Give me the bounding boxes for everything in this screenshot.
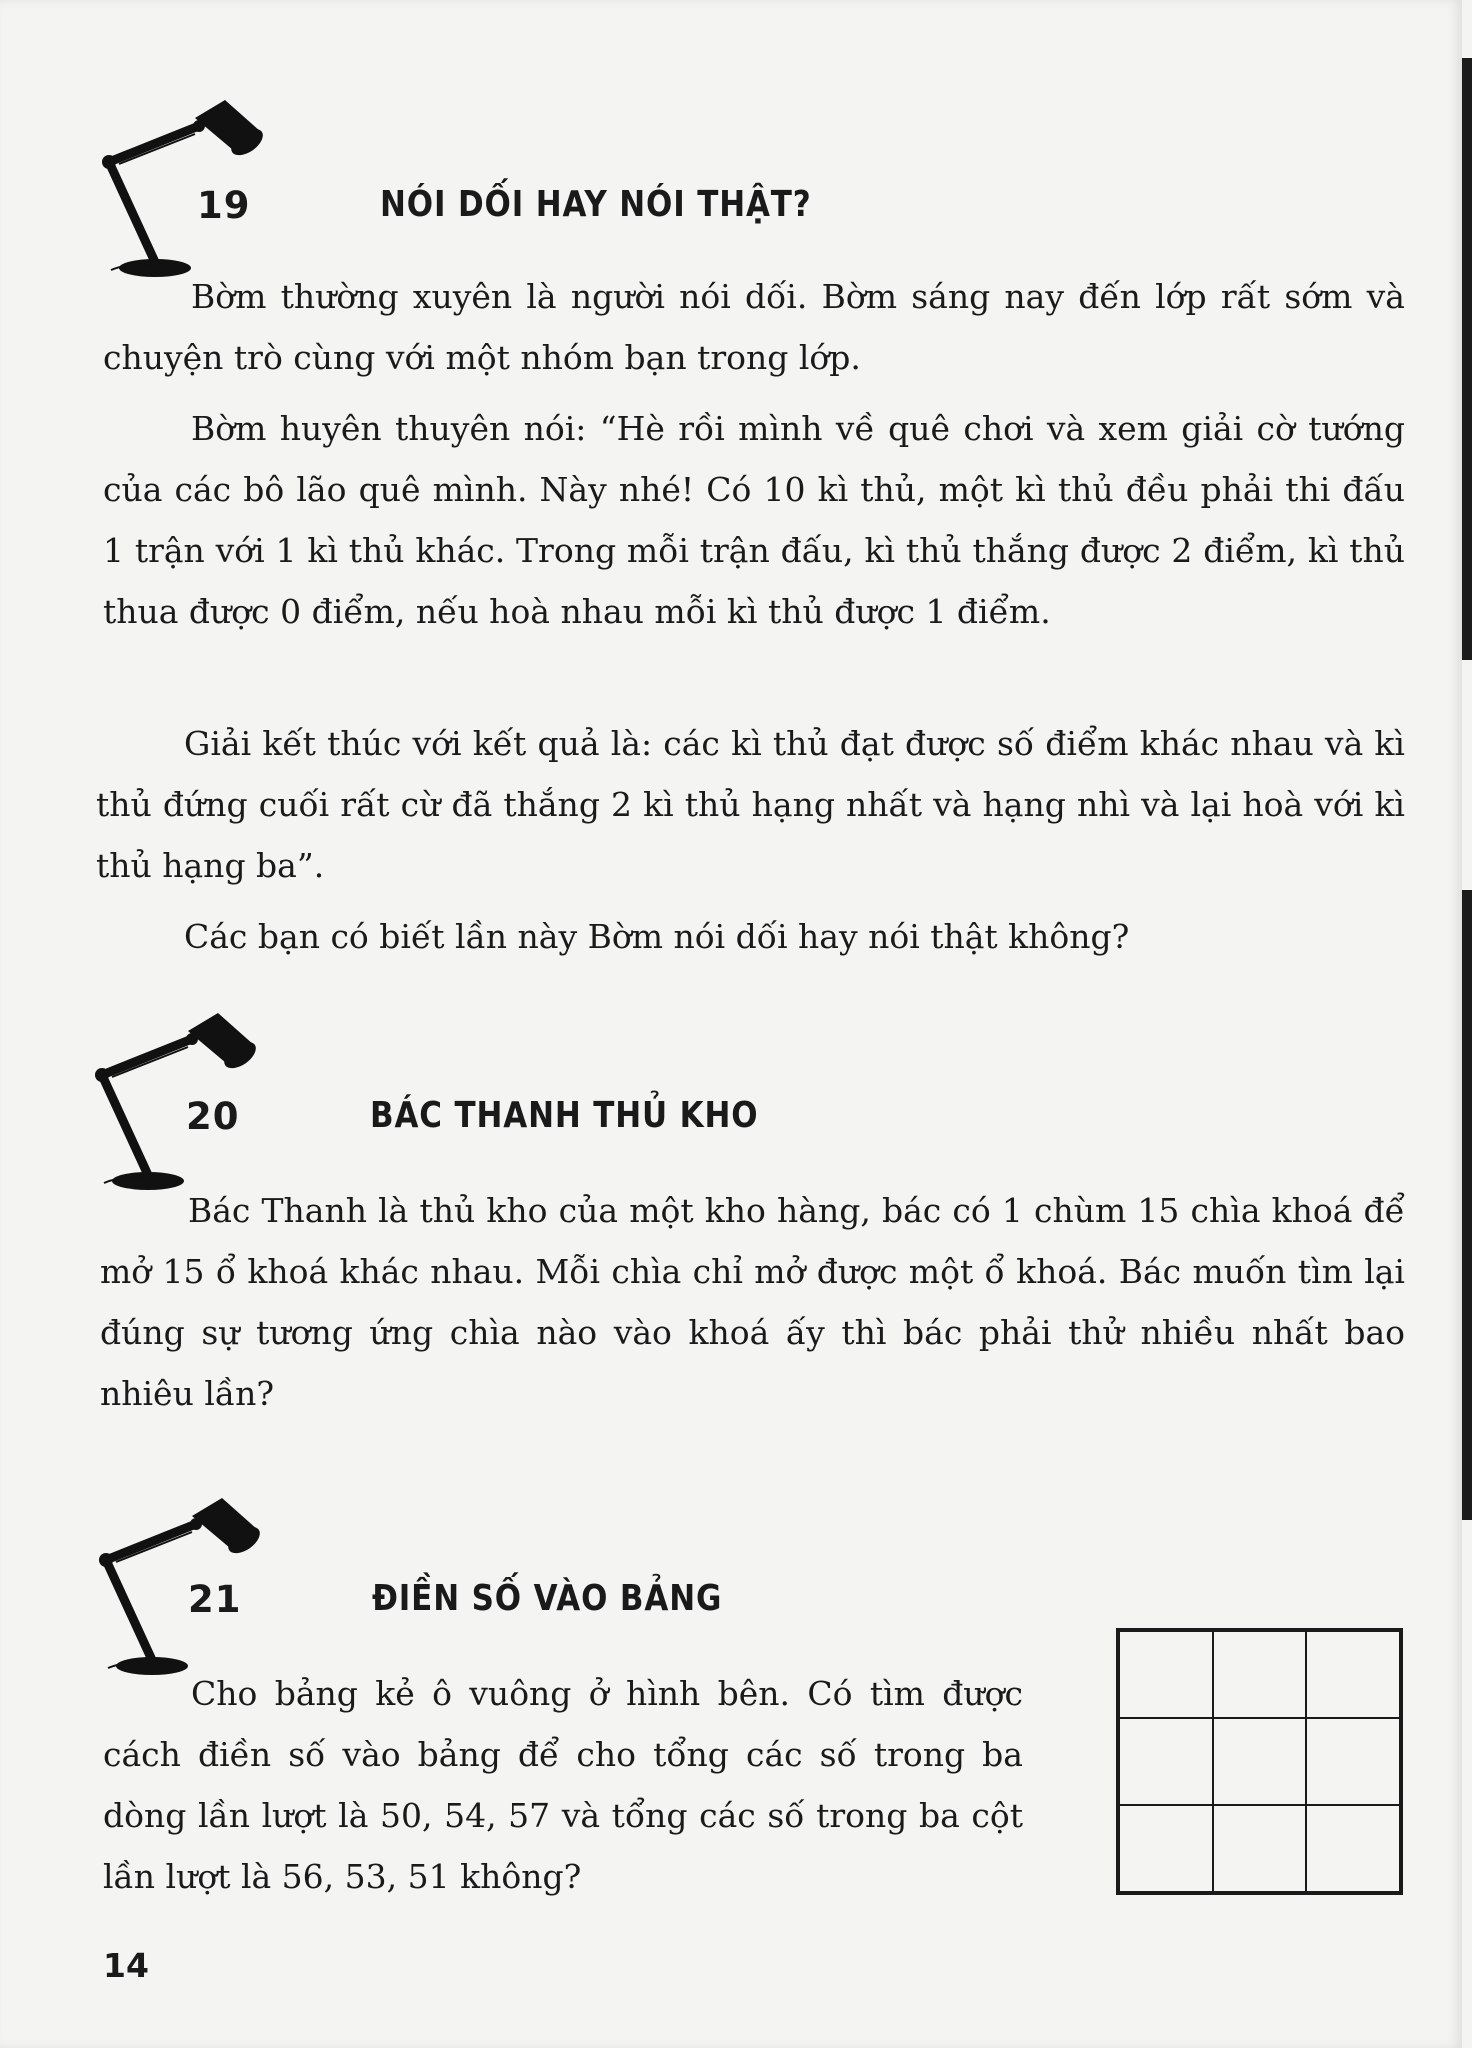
grid-cell [1213, 1718, 1307, 1805]
page-number: 14 [103, 1946, 149, 1985]
problem-number: 19 [197, 184, 251, 227]
grid-cell [1119, 1631, 1213, 1718]
grid-cell [1213, 1631, 1307, 1718]
grid-cell [1306, 1631, 1400, 1718]
problem-paragraph: Bờm huyên thuyên nói: “Hè rồi mình về quê chơi và xem giải cờ tướng của các bô lão quê mình. Này nhé! Có 10 kì thủ, một kì thủ đều phải thi đấu 1 trận với 1 kì thủ khác. Trong mỗi trận đấu, kì thủ thắng được 2 điểm, kì thủ thua được 0 điểm, nếu hoà nhau mỗi kì thủ được 1 điểm. [103, 409, 1405, 631]
grid-cell [1213, 1805, 1307, 1892]
problem-paragraph: Cho bảng kẻ ô vuông ở hình bên. Có tìm được cách điền số vào bảng để cho tổng các số trong ba dòng lần lượt là 50, 54, 57 và tổng các số trong ba cột lần lượt là 56, 53, 51 không? [103, 1674, 1023, 1896]
problem-paragraph: Bờm thường xuyên là người nói dối. Bờm sáng nay đến lớp rất sớm và chuyện trò cùng với một nhóm bạn trong lớp. [103, 277, 1405, 377]
problem-title: BÁC THANH THỦ KHO [370, 1095, 759, 1136]
grid-cell [1306, 1805, 1400, 1892]
problem-paragraph: Các bạn có biết lần này Bờm nói dối hay nói thật không? [184, 917, 1130, 956]
problem-paragraph: Bác Thanh là thủ kho của một kho hàng, bác có 1 chùm 15 chìa khoá để mở 15 ổ khoá khác nhau. Mỗi chìa chỉ mở được một ổ khoá. Bác muốn tìm lại đúng sự tương ứng chìa nào vào khoá ấy thì bác phải thử nhiều nhất bao nhiêu lần? [100, 1191, 1405, 1413]
problem-title: ĐIỀN SỐ VÀO BẢNG [372, 1578, 723, 1619]
problem-title: NÓI DỐI HAY NÓI THẬT? [380, 184, 812, 225]
grid-cell [1119, 1718, 1213, 1805]
problem-number: 21 [188, 1578, 242, 1621]
problem-paragraph: Giải kết thúc với kết quả là: các kì thủ đạt được số điểm khác nhau và kì thủ đứng cuối rất cừ đã thắng 2 kì thủ hạng nhất và hạng nhì và lại hoà với kì thủ hạng ba”. [96, 724, 1405, 885]
grid-cell [1306, 1718, 1400, 1805]
problem-number: 20 [186, 1095, 240, 1138]
page-edge [1462, 0, 1472, 2048]
empty-3x3-grid [1116, 1628, 1403, 1895]
grid-cell [1119, 1805, 1213, 1892]
